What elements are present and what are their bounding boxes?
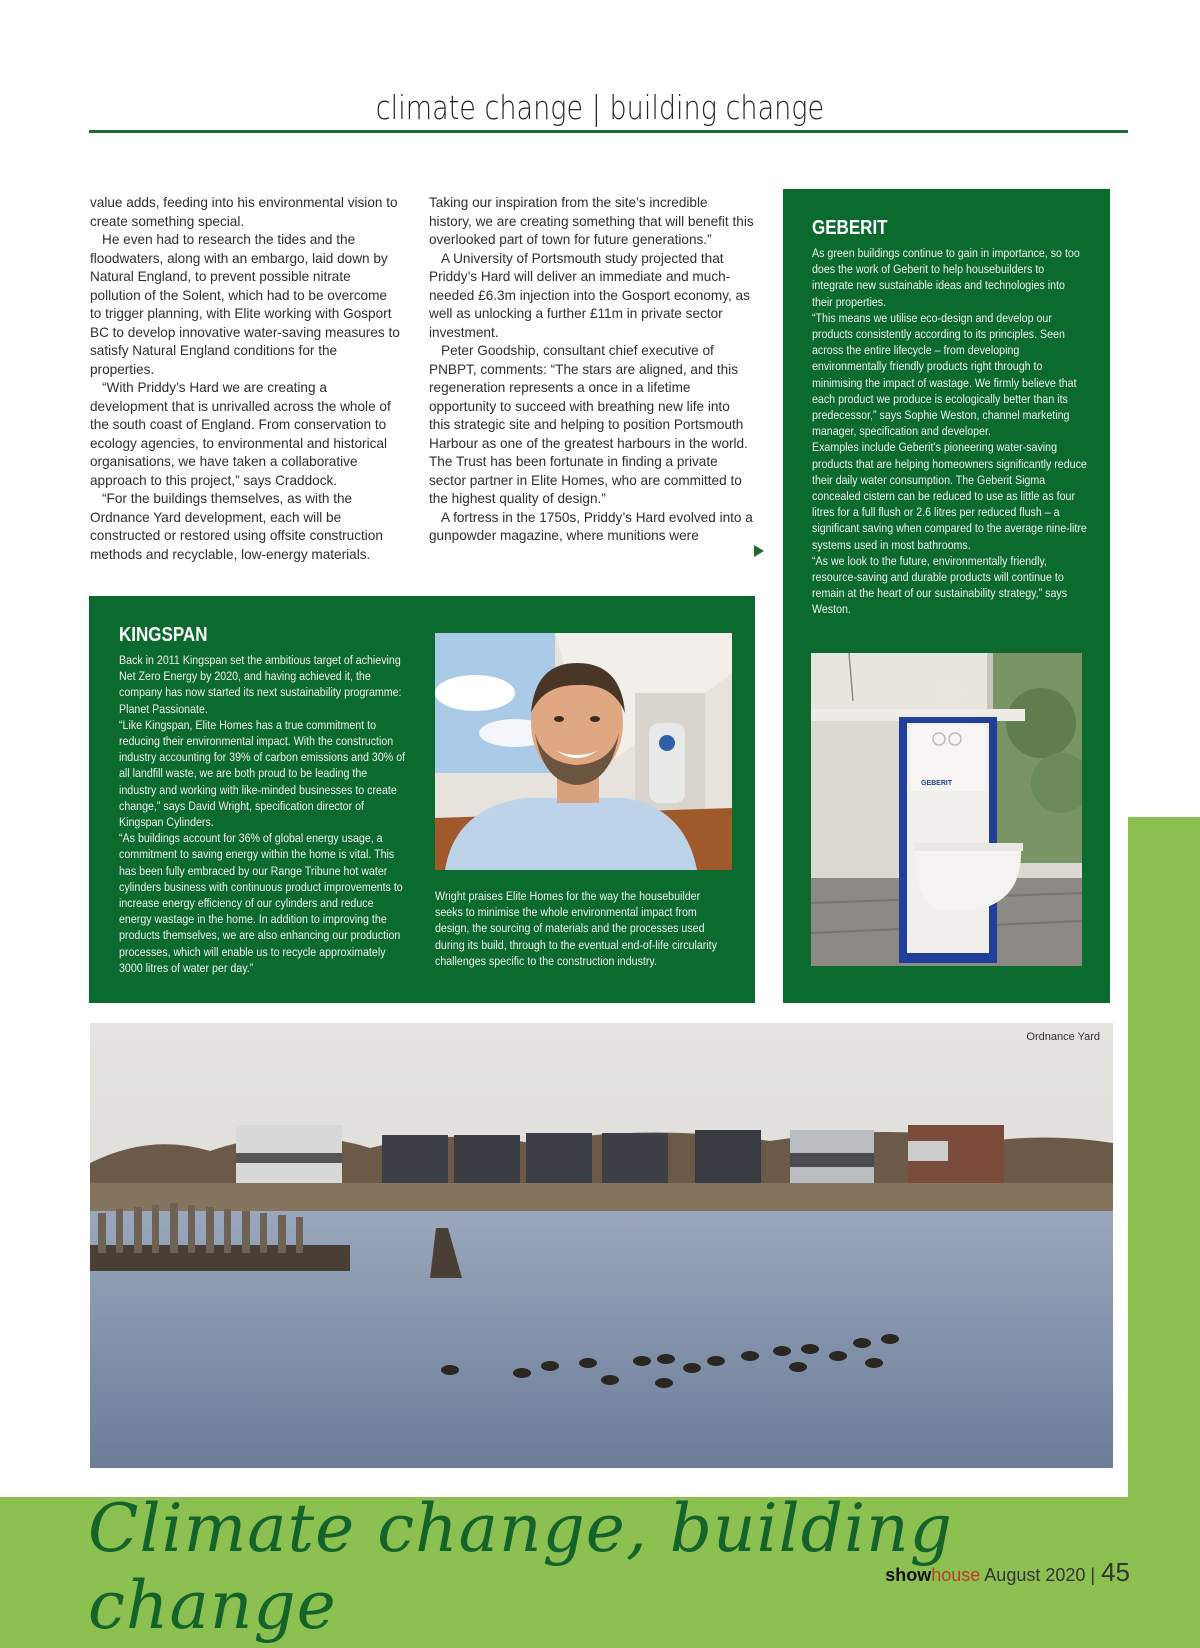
article-paragraph: “With Priddy’s Hard we are creating a development that is unrivalled across the whole of the south coast of England. From conservation to ecology agencies, to environmental and historical organisations, we have taken a collaborative approach to this project,” says Craddock. bbox=[90, 380, 391, 488]
brand-show: show bbox=[885, 1565, 932, 1585]
article-paragraph: He even had to research the tides and the floodwaters, along with an embargo, laid down by Natural England, to prevent possible nitrate pollution of the Solent, which had to be overcome to trigger planning, with Elite working with Gosport BC to develop innovative water-saving measures to satisfy Natural England conditions for the properties. bbox=[90, 232, 400, 377]
geberit-title: GEBERIT bbox=[812, 217, 888, 239]
article-column-1 bbox=[90, 194, 402, 564]
geberit-paragraph: “This means we utilise eco-design and develop our products consistently according to its principles. Seen across the entire lifecycle – from developing environmentally friendly products right through to minimising the impact of wastage. We firmly believe that each product we produce is ecologically better than its predecessor,” says Sophie Weston, channel marketing manager, specification and developer. bbox=[812, 310, 1077, 439]
page-header-title: climate change | building change bbox=[375, 88, 825, 127]
article-paragraph: Peter Goodship, consultant chief executive of PNBPT, comments: “The stars are aligned, and this regeneration represents a once in a lifetime opportunity to succeed with breathing new life into this strategic site and helping to position Portsmouth Harbour as one of the greatest harbours in the world. The Trust has been fortunate in finding a private sector partner in Elite Homes, who are committed to the highest quality of design.” bbox=[429, 343, 748, 506]
footer-script-title: Climate change, building change bbox=[88, 1490, 953, 1644]
kingspan-paragraph: Back in 2011 Kingspan set the ambitious target of achieving Net Zero Energy by 2020, and having achieved it, the company has now started its next sustainability programme: Planet Passionate. bbox=[119, 653, 402, 716]
kingspan-paragraph: “Like Kingspan, Elite Homes has a true commitment to reducing their environmental impact. With the construction industry accounting for 39% of carbon emissions and 30% of all landfill waste, we are both proud to be leading the industry and working with like-minded businesses to create change,” says David Wright, specification director of Kingspan Cylinders. bbox=[119, 717, 406, 830]
article-paragraph: Taking our inspiration from the site’s incredible history, we are creating something that will benefit this overlooked part of town for future generations.” bbox=[429, 195, 754, 247]
ordnance-yard-photo bbox=[90, 1023, 1113, 1468]
geberit-paragraph: As green buildings continue to gain in importance, so too does the work of Geberit to help housebuilders to integrate new sustainable ideas and technologies into their properties. bbox=[812, 246, 1080, 309]
page-number: 45 bbox=[1101, 1557, 1130, 1587]
kingspan-title: KINGSPAN bbox=[119, 624, 208, 646]
page-folio bbox=[885, 1557, 1130, 1588]
kingspan-portrait-photo bbox=[435, 633, 732, 870]
kingspan-photo-caption: Wright praises Elite Homes for the way the housebuilder seeks to minimise the whole environmental impact from design, the sourcing of materials and the processes used during its build, through to the eventual end-of-life circularity challenges specific to the construction industry. bbox=[435, 889, 717, 968]
continue-arrow-icon bbox=[754, 545, 764, 557]
article-paragraph: A fortress in the 1750s, Priddy’s Hard evolved into a gunpowder magazine, where munitions were bbox=[429, 509, 753, 543]
portrait-illustration bbox=[435, 633, 732, 870]
brand-house: house bbox=[931, 1565, 981, 1585]
geberit-product-logo: GEBERIT bbox=[921, 780, 953, 787]
photo-caption: Ordnance Yard bbox=[1026, 1031, 1100, 1043]
geberit-product-illustration bbox=[811, 653, 1082, 966]
issue-date: August 2020 | bbox=[980, 1565, 1096, 1585]
geberit-body bbox=[812, 245, 1087, 618]
kingspan-panel bbox=[89, 596, 755, 1003]
geberit-paragraph: Examples include Geberit’s pioneering water-saving products that are helping homeowners significantly reduce their daily water consumption. The Geberit Sigma concealed cistern can be reduced to use as little as four litres for a full flush or 2.6 litres per reduced flush – a significant saving when compared to the average nine-litre systems used in most bathrooms. bbox=[812, 440, 1087, 552]
kingspan-body bbox=[119, 652, 405, 976]
geberit-product-photo bbox=[811, 653, 1082, 966]
header-rule bbox=[89, 130, 1128, 133]
geberit-paragraph: “As we look to the future, environmentally friendly, resource-saving and durable products will continue to remain at the heart of our sustainability strategy,” says Weston. bbox=[812, 553, 1068, 617]
article-column-2 bbox=[429, 194, 754, 546]
article-paragraph: “For the buildings themselves, as with the Ordnance Yard development, each will be constructed or restored using offsite construction methods and recyclable, low-energy materials. bbox=[90, 491, 383, 562]
geberit-panel bbox=[783, 189, 1110, 1003]
kingspan-paragraph: “As buildings account for 36% of global energy usage, a commitment to saving energy within the home is vital. This has been fully embraced by our Range Tribune hot water cylinders business with continuous product improvements to increase energy efficiency of our cylinders and reduce energy wastage in the home. In addition to improving the products themselves, we are also enhancing our production processes, which will enable us to recycle approximately 3000 litres of water per day.” bbox=[119, 831, 403, 975]
side-accent-band bbox=[1128, 817, 1200, 1497]
article-paragraph: value adds, feeding into his environmental vision to create something special. bbox=[90, 195, 398, 229]
article-paragraph: A University of Portsmouth study projected that Priddy’s Hard will deliver an immediate and much-needed £6.3m injection into the Gosport economy, as well as unlocking a further £11m in private sector investment. bbox=[429, 250, 750, 340]
ordnance-yard-illustration bbox=[90, 1023, 1113, 1468]
